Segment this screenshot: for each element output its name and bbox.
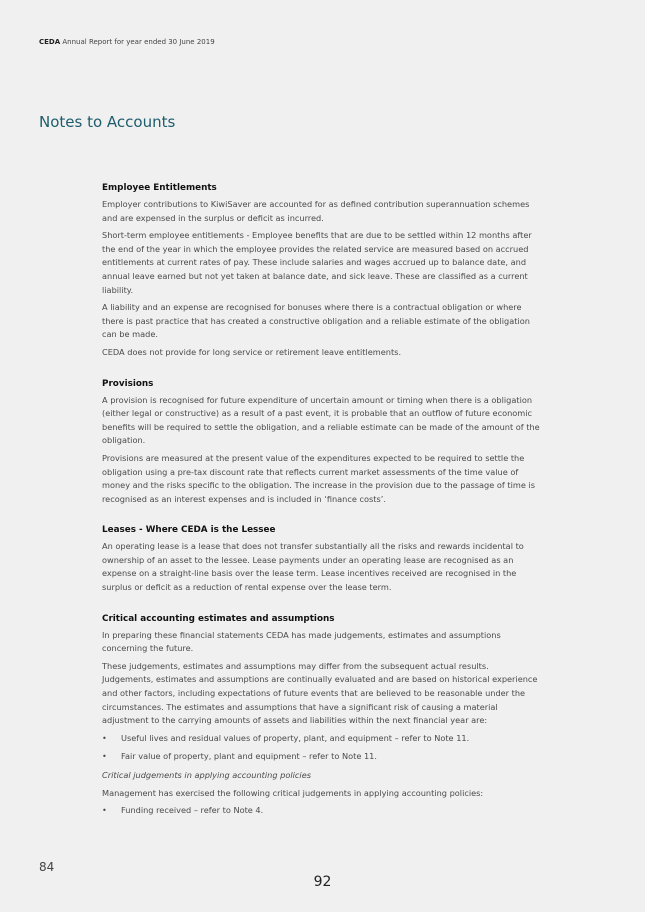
bullet-marker: • <box>102 805 107 816</box>
paragraph: Short-term employee entitlements - Employee benefits that are due to be settled within 12 months after the end of the year in which the employee provides the related service are measured based on accrued entitlements at current rates of pay. These include salaries and wages accrued up to balance date, and annual leave earned but not yet taken at balance date, and sick leave. These are classified as a current liability. <box>102 230 532 295</box>
subheading: Critical judgements in applying accounting policies <box>102 770 311 780</box>
list-item <box>102 750 540 764</box>
paragraph: An operating lease is a lease that does not transfer substantially all the risks and rewards incidental to ownership of an asset to the lessee. Lease payments under an operating lease are recognised as an expense on a straight-line basis over the lease term. Lease incentives received are recognised in the surplus or deficit as a reduction of rental expense over the lease term. <box>102 541 524 593</box>
section-leases <box>102 523 540 594</box>
paragraph: These judgements, estimates and assumptions may differ from the subsequent actual results. Judgements, estimates and assumptions are continually evaluated and are based on historical experience and other factors, including expectations of future events that are believed to be reasonable under the circumstances. The estimates and assumptions that have a significant risk of causing a material adjustment to the carrying amounts of assets and liabilities within the next financial year are: <box>102 660 538 726</box>
paragraph: CEDA does not provide for long service or retirement leave entitlements. <box>102 346 402 357</box>
list-item-text: Useful lives and residual values of property, plant, and equipment – refer to Note 11. <box>121 732 470 743</box>
running-header <box>39 38 215 46</box>
bullet-list <box>102 732 540 764</box>
section-critical-estimates <box>102 612 540 818</box>
page-title: Notes to Accounts <box>39 113 176 131</box>
header-subtitle: Annual Report for year ended 30 June 2019 <box>62 38 215 46</box>
page-number-left: 84 <box>39 860 55 874</box>
section-heading: Employee Entitlements <box>102 183 217 193</box>
list-item <box>102 732 540 746</box>
paragraph: Provisions are measured at the present value of the expenditures expected to be required to settle the obligation using a pre-tax discount rate that reflects current market assessments of the time value of money and the risks specific to the obligation. The increase in the provision due to the passage of time is recognised as an interest expenses and is included in ‘finance costs’. <box>102 452 536 504</box>
list-item-text: Funding received – refer to Note 4. <box>121 805 264 816</box>
bullet-list <box>102 804 540 818</box>
paragraph: In preparing these financial statements CEDA has made judgements, estimates and assumptions concerning the future. <box>102 629 501 654</box>
paragraph: A liability and an expense are recognised for bonuses where there is a contractual obligation or where there is past practice that has created a constructive obligation and a reliable estimate of the obligation can be made. <box>102 302 530 340</box>
section-provisions <box>102 377 540 507</box>
bullet-marker: • <box>102 751 107 762</box>
section-heading: Critical accounting estimates and assumptions <box>102 613 335 624</box>
bullet-marker: • <box>102 732 107 743</box>
paragraph: Employer contributions to KiwiSaver are accounted for as defined contribution superannuation schemes and are expensed in the surplus or deficit as incurred. <box>102 199 530 223</box>
section-employee-entitlements <box>102 181 540 360</box>
section-heading: Leases - Where CEDA is the Lessee <box>102 525 276 536</box>
header-org: CEDA <box>39 38 61 46</box>
paragraph: A provision is recognised for future expenditure of uncertain amount or timing when there is a obligation (either legal or constructive) as a result of a past event, it is probable that an outflow of future economic benefits will be required to settle the obligation, and a reliable estimate can be made of the amount of the obligation. <box>102 394 540 446</box>
page-number-center: 92 <box>313 874 332 890</box>
list-item-text: Fair value of property, plant and equipment – refer to Note 11. <box>121 751 377 762</box>
paragraph: Management has exercised the following critical judgements in applying accounting policies: <box>102 787 484 798</box>
notes-content <box>102 181 540 823</box>
section-heading: Provisions <box>102 378 154 389</box>
list-item <box>102 804 540 818</box>
